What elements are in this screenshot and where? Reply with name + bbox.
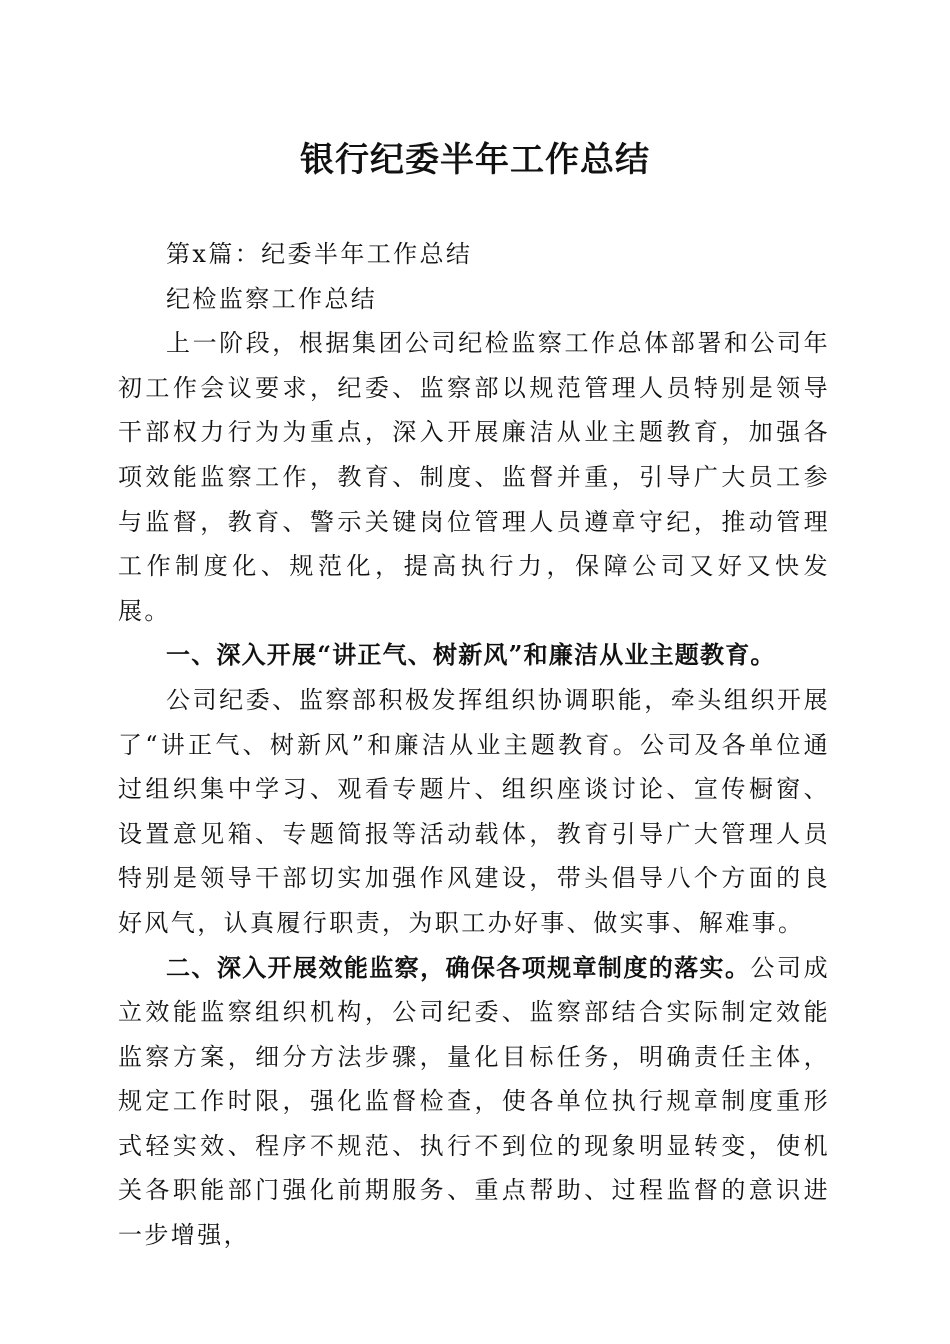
section-2-body: 公司成立效能监察组织机构，公司纪委、监察部结合实际制定效能监察方案，细分方法步骤，量化目标任务，明确责任主体，规定工作时限，强化监督检查，使各单位执行规章制度重形式轻实效、程序不规范、执行不到位的现象明显转变，使机关各职能部门强化前期服务、重点帮助、过程监督的意识进一步增强， xyxy=(118,953,830,1250)
document-body xyxy=(118,232,830,1258)
subtitle-1: 第x篇：纪委半年工作总结 xyxy=(166,240,473,268)
section-1-heading: 一、深入开展“讲正气、树新风”和廉洁从业主题教育。 xyxy=(166,640,776,670)
section-2-paragraph xyxy=(118,946,830,1258)
section-2-heading: 二、深入开展效能监察，确保各项规章制度的落实。 xyxy=(166,952,751,982)
section-1-paragraph: 公司纪委、监察部积极发挥组织协调职能，牵头组织开展了“讲正气、树新风”和廉洁从业主题教育。公司及各单位通过组织集中学习、观看专题片、组织座谈讨论、宣传橱窗、设置意见箱、专题简报等活动载体，教育引导广大管理人员特别是领导干部切实加强作风建设，带头倡导八个方面的良好风气，认真履行职责，为职工办好事、做实事、解难事。 xyxy=(118,685,830,937)
intro-paragraph: 上一阶段，根据集团公司纪检监察工作总体部署和公司年初工作会议要求，纪委、监察部以规范管理人员特别是领导干部权力行为为重点，深入开展廉洁从业主题教育，加强各项效能监察工作，教育、制度、监督并重，引导广大员工参与监督，教育、警示关键岗位管理人员遵章守纪，推动管理工作制度化、规范化，提高执行力，保障公司又好又快发展。 xyxy=(118,329,830,625)
subtitle-2: 纪检监察工作总结 xyxy=(166,284,378,313)
document-title: 银行纪委半年工作总结 xyxy=(300,140,650,180)
